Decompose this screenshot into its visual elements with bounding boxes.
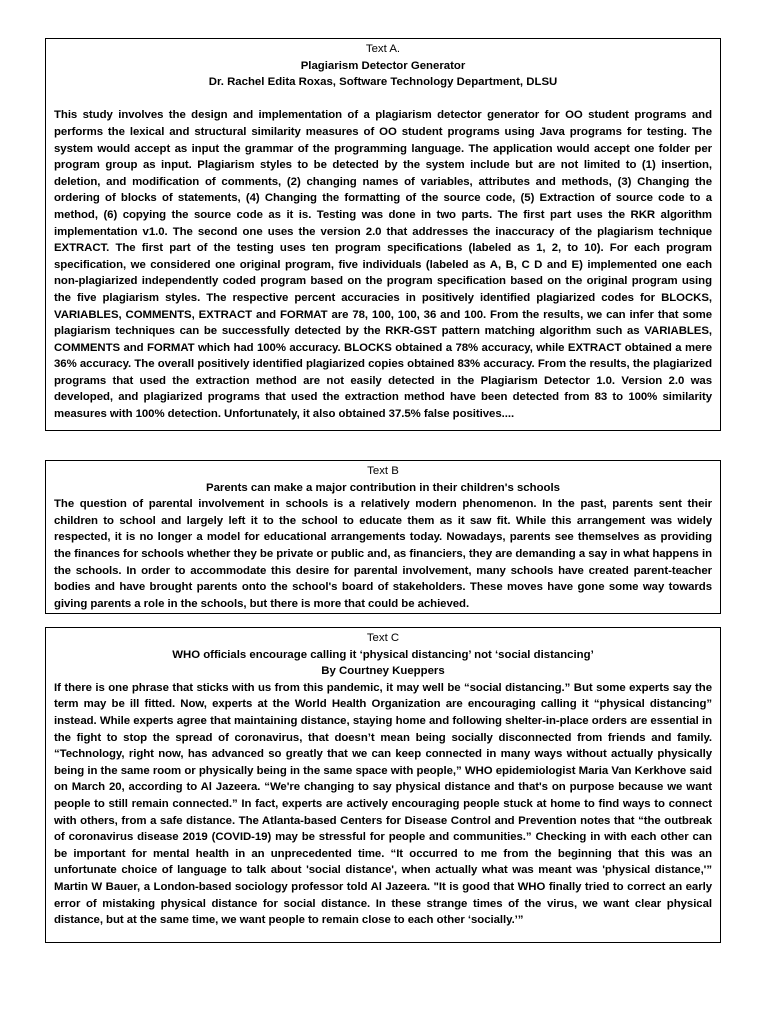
text-c-box — [45, 627, 721, 943]
text-c-title: WHO officials encourage calling it ‘physical distancing’ not ‘social distancing’ — [172, 648, 594, 661]
text-a-label: Text A. — [365, 43, 401, 55]
text-b-box — [45, 460, 721, 614]
text-c-author: By Courtney Kueppers — [321, 665, 445, 678]
text-a-box — [45, 38, 721, 431]
text-c-body: If there is one phrase that sticks with us from this pandemic, it may well be “social distancing.” But some experts say the term may be ill fitted. Now, experts at the World Health Organization are encouraging calling it “physical distancing” instead. While experts agree that maintaining distance, staying home and following shelter-in-place orders are essential in the fight to stop the spread of coronavirus, that doesn’t mean being socially disconnected from friends and family. “Technology, right now, has advanced so greatly that we can keep connected in many ways without actually physically being in the same room or physically being in the same space with people,” WHO epidemiologist Maria Van Kerkhove said on March 20, according to Al Jazeera. “We're changing to say physical distance and that's on purpose because we want people to still remain connected.” In fact, experts are actively encouraging people stuck at home to find ways to connect with others, from a safe distance. The Atlanta-based Centers for Disease Control and Prevention notes that “the outbreak of coronavirus disease 2019 (COVID-19) may be stressful for people and communities.” Checking in with each other can be important for mental health in an unprecedented time. “It occurred to me from the beginning that this was an unfortunate choice of language to talk about 'social distance', when actually what was meant was 'physical distance,'” Martin W Bauer, a London-based sociology professor told Al Jazeera. "It is good that WHO finally tried to correct an early error of mistaking physical distance for social distance. In these strange times of the virus, we want clear physical distance, but at the same time, we want people to remain close to each other ‘socially.’” — [54, 681, 712, 927]
text-a-author: Dr. Rachel Edita Roxas, Software Technology Department, DLSU — [208, 76, 558, 89]
text-a-title: Plagiarism Detector Generator — [300, 59, 466, 72]
text-a-body: This study involves the design and implementation of a plagiarism detector generator for OO student programs and performs the lexical and structural similarity measures of OO student programs using Java programs for testing. The system would accept as input the grammar of the programming language. The application would accept one folder per program group as input. Plagiarism styles to be detected by the system include but are not limited to (1) insertion, deletion, and modification of comments, (2) changing names of variables, attributes and methods, (3) Changing the ordering of blocks of statements, (4) Changing the formatting of the source code, (5) Extraction of source code to a method, (6) copying the source code as it is. Testing was done in two parts. The first part uses the RKR algorithm implementation v1.0. The second one uses the version 2.0 that addresses the inaccuracy of the plagiarism technique EXTRACT. The first part of the testing uses ten program specifications (labeled as 1, 2, to 10). For each program specification, we considered one original program, five individuals (labeled as A, B, C D and E) implemented one each non-plagiarized independently coded program based on the program specification based on the original program using the five plagiarism styles. The respective percent accuracies in positively identified plagiarized codes for BLOCKS, VARIABLES, COMMENTS, EXTRACT and FORMAT are 78, 100, 100, 36 and 100. From the results, we can infer that some plagiarism techniques can be successfully detected by the RKR-GST pattern matching algorithm such as VARIABLES, COMMENTS and FORMAT which had 100% accuracy. BLOCKS obtained a 78% accuracy, while EXTRACT obtained a mere 36% accuracy. The overall positively identified plagiarized copies obtained 83% accuracy. From the results, the plagiarized programs that used the extraction method are not easily detected in the Plagiarism Detector 1.0. Version 2.0 was developed, and plagiarized programs that used the extraction method have been detected from 83 to 100% similarity measures with 100% detection. Unfortunately, it also obtained 37.5% false positives.... — [54, 109, 712, 421]
text-c-label: Text C — [366, 632, 400, 644]
text-b-body: The question of parental involvement in schools is a relatively modern phenomenon. In the past, parents sent their children to school and largely left it to the school to educate them as it saw fit. While this arrangement was widely respected, it is no longer a model for educational arrangements today. Nowadays, parents see themselves as providing the finances for schools whether they be private or public and, as financiers, they are demanding a say in what happens in the schools. In order to accommodate this desire for parental involvement, many schools have created parent-teacher bodies and have brought parents onto the school's board of stakeholders. These moves have gone some way towards giving parents a role in the schools, but there is more that could be achieved. — [54, 498, 712, 610]
text-b-title: Parents can make a major contribution in their children's schools — [205, 481, 560, 494]
text-b-label: Text B — [367, 465, 399, 477]
